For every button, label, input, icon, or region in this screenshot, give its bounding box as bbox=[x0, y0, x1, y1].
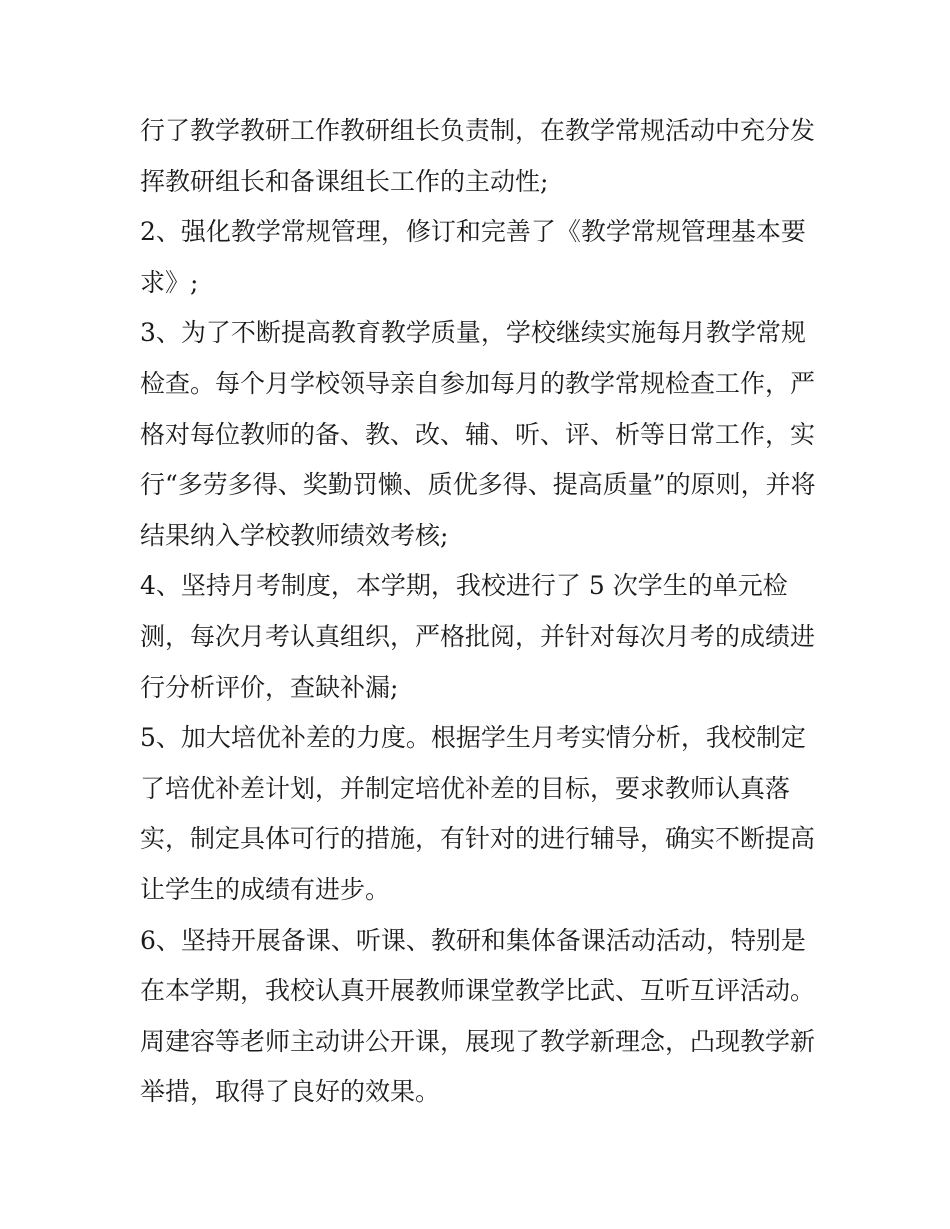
text-line: 测，每次月考认真组织，严格批阅，并针对每次月考的成绩进 bbox=[140, 621, 816, 651]
text-line: 行分析评价，查缺补漏; bbox=[140, 672, 399, 702]
text-line: 了培优补差计划，并制定培优补差的目标，要求教师认真落 bbox=[140, 773, 791, 803]
text-line: 4、坚持月考制度，本学期，我校进行了 5 次学生的单元检 bbox=[140, 571, 788, 601]
text-line: 行了教学教研工作教研组长负责制，在教学常规活动中充分发 bbox=[140, 116, 816, 145]
text-line: 挥教研组长和备课组长工作的主动性; bbox=[140, 166, 549, 196]
body-text bbox=[140, 106, 820, 1118]
text-line: 实，制定具体可行的措施，有针对的进行辅导，确实不断提高 bbox=[140, 824, 816, 854]
text-line: 2、强化教学常规管理，修订和完善了《教学常规管理基本要 bbox=[140, 217, 806, 247]
text-line: 结果纳入学校教师绩效考核; bbox=[140, 520, 449, 550]
text-line: 6、坚持开展备课、听课、教研和集体备课活动活动，特别是 bbox=[140, 925, 806, 955]
text-line: 在本学期，我校认真开展教师课堂教学比武、互听互评活动。 bbox=[140, 976, 816, 1006]
text-line: 行“多劳多得、奖勤罚懒、质优多得、提高质量”的原则，并将 bbox=[140, 470, 816, 500]
text-line: 举措，取得了良好的效果。 bbox=[140, 1077, 441, 1107]
text-line: 求》; bbox=[140, 267, 199, 297]
text-line: 格对每位教师的备、教、改、辅、听、评、析等日常工作，实 bbox=[140, 419, 816, 449]
text-line: 3、为了不断提高教育教学质量，学校继续实施每月教学常规 bbox=[140, 318, 806, 348]
text-line: 5、加大培优补差的力度。根据学生月考实情分析，我校制定 bbox=[140, 723, 806, 753]
text-line: 让学生的成绩有进步。 bbox=[140, 874, 391, 904]
text-line: 周建容等老师主动讲公开课，展现了教学新理念，凸现教学新 bbox=[140, 1026, 816, 1056]
text-line: 检查。每个月学校领导亲自参加每月的教学常规检查工作，严 bbox=[140, 368, 816, 398]
